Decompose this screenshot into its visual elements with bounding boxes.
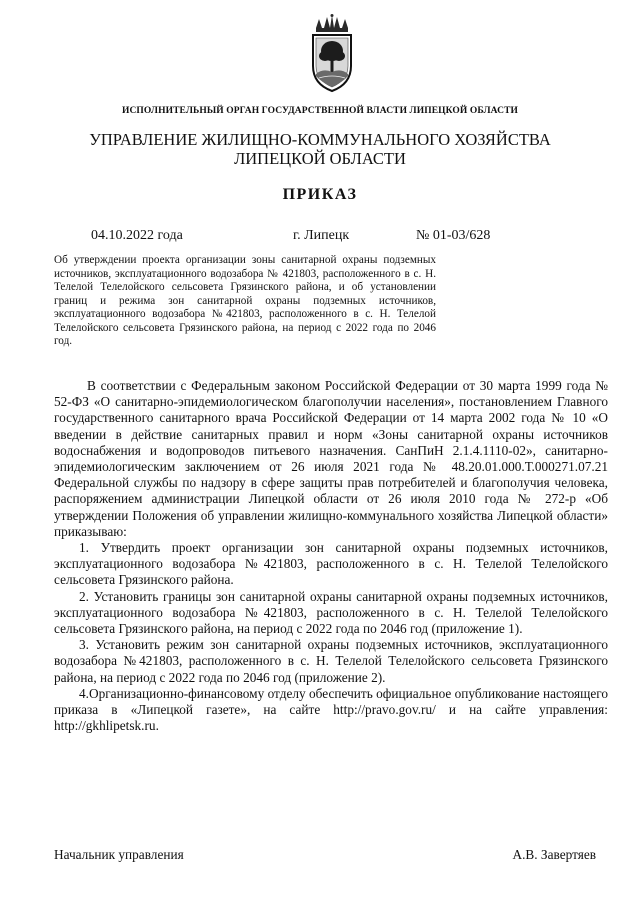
department-name — [0, 130, 640, 168]
order-body — [54, 378, 608, 734]
department-name-line1: УПРАВЛЕНИЕ ЖИЛИЩНО-КОММУНАЛЬНОГО ХОЗЯЙСТВА — [89, 130, 551, 149]
order-item-4: 4.Организационно-финансовому отделу обеспечить официальное опубликование настоящего приказа в «Липецкой газете», на сайте http://pravo.gov.ru/ и на сайте управления: http://gkhlipetsk.ru. — [54, 685, 608, 734]
order-number: № 01-03/628 — [416, 228, 491, 243]
organization-name: ИСПОЛНИТЕЛЬНЫЙ ОРГАН ГОСУДАРСТВЕННОЙ ВЛАСТИ ЛИПЕЦКОЙ ОБЛАСТИ — [121, 106, 519, 116]
order-item-3: 3. Установить режим зон санитарной охраны подземных источников, эксплуатационного водозабора №421803, расположенного в с. Н. Телелой Телелойского сельсовета Грязинского района, на период с 2022 года по 2046 год (приложение 2). — [54, 637, 608, 685]
order-preamble: В соответствии с Федеральным законом Российской Федерации от 30 марта 1999 года № 52-ФЗ «О санитарно-эпидемиологическом благополучии населения», постановлением Главного государственного санитарного врача Российской Федерации от 14 марта 2002 года № 10 «О введении в действие санитарных правил и норм «Зоны санитарной охраны источников водоснабжения и водопроводов питьевого назначения. СанПиН 2.1.4.1110-02», санитарно-эпидемиологическим заключением от 26 июля 2021 года № 48.20.01.000.Т.000271.07.21 Федеральной службы по надзору в сфере защиты прав потребителей и благополучия человека, распоряжением администрации Липецкой области от 26 июля 2010 года № 272-р «Об утверждении Положения об управлении жилищно-коммунального хозяйства Липецкой области» приказываю: — [54, 378, 608, 539]
order-subject: Об утверждении проекта организации зоны санитарной охраны подземных источников, эксплуатационного водозабора № 421803, расположенного в с. Н. Телелой Телелойского сельсовета Грязинского района, и об установлении границ и режима зон санитарной охраны подземных источников, эксплуатационного водозабора №421803, расположенного в с. Н. Телелой Телелойского сельсовета Грязинского района, на период с 2022 года по 2046 год. — [54, 254, 436, 347]
order-city: г. Липецк — [293, 228, 350, 243]
order-item-1: 1. Утвердить проект организации зон санитарной охраны подземных источников, эксплуатационного водозабора №421803, расположенного в с. Н. Телелой Телелойского сельсовета Грязинского района. — [54, 540, 608, 588]
department-name-line2: ЛИПЕЦКОЙ ОБЛАСТИ — [234, 149, 406, 168]
signatory-name: А.В. Завертяев — [512, 847, 596, 862]
order-item-2: 2. Установить границы зон санитарной охраны санитарной охраны подземных источников, эксплуатационного водозабора №421803, расположенного в с. Н. Телелой Телелойского сельсовета Грязинского района, на период с 2022 года по 2046 год (приложение 1). — [54, 588, 608, 637]
lipetsk-coat-of-arms-icon — [303, 14, 361, 94]
signatory-position: Начальник управления — [54, 847, 184, 862]
document-type-title: ПРИКАЗ — [282, 186, 358, 203]
order-date: 04.10.2022 года — [91, 228, 183, 243]
